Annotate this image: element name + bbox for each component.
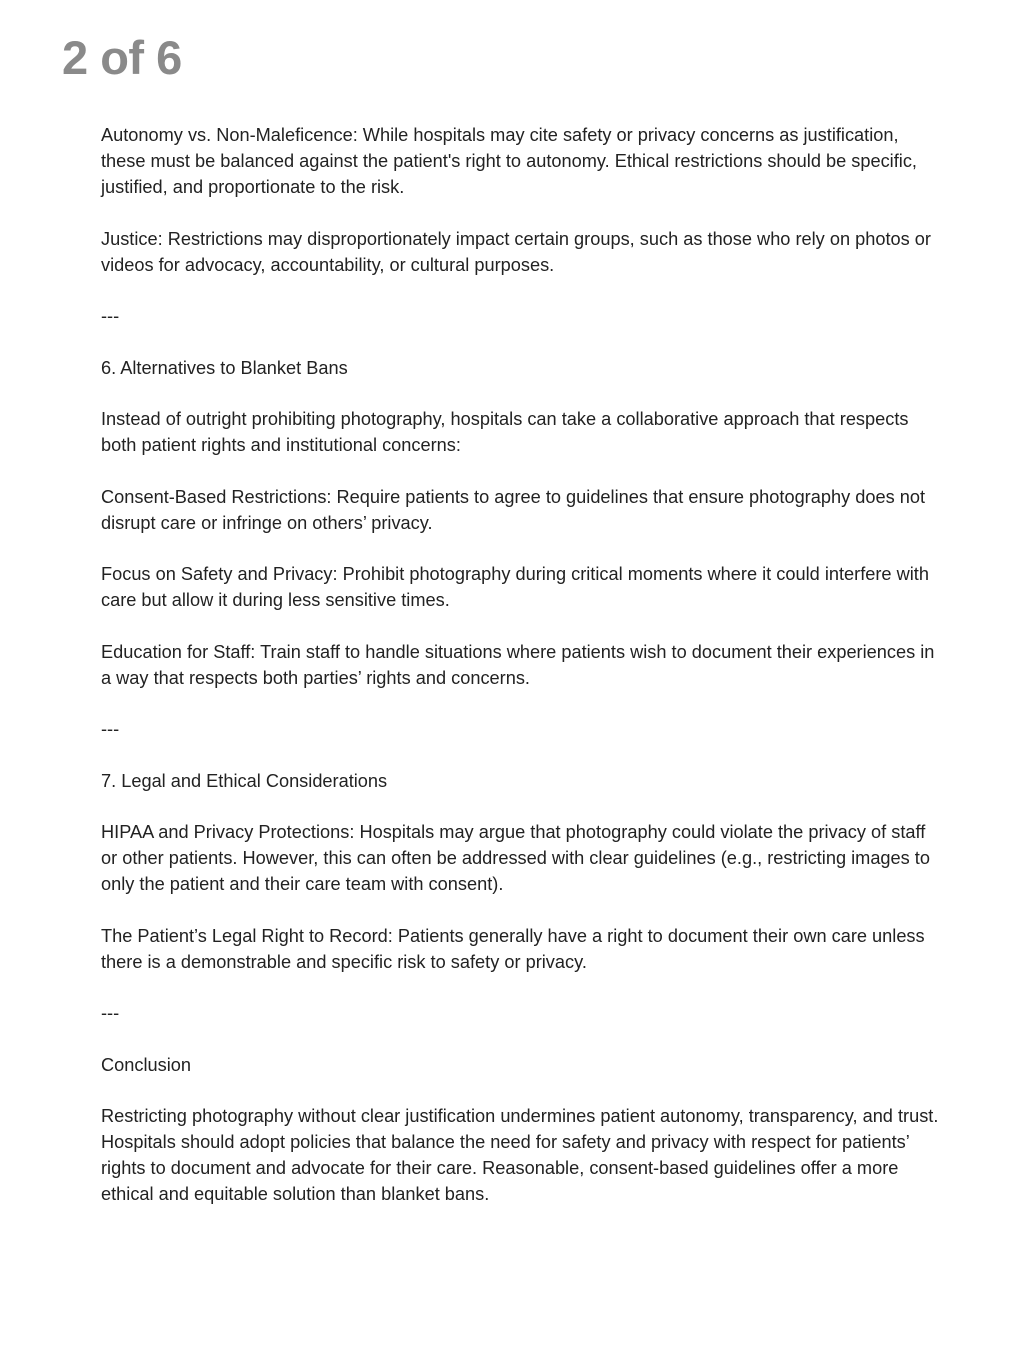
paragraph-consent-based: Consent-Based Restrictions: Require patients to agree to guidelines that ensure photography does not disrupt care or infringe on others’ privacy.	[101, 486, 926, 533]
section-heading-alternatives: 6. Alternatives to Blanket Bans	[101, 357, 348, 378]
section-heading-legal: 7. Legal and Ethical Considerations	[101, 770, 388, 791]
section-heading-conclusion: Conclusion	[101, 1054, 191, 1075]
section-divider: ---	[101, 1003, 120, 1023]
paragraph-safety-privacy: Focus on Safety and Privacy: Prohibit photography during critical moments where it could interfere with care but allow it during less sensitive times.	[101, 564, 929, 610]
paragraph-autonomy: Autonomy vs. Non-Maleficence: While hospitals may cite safety or privacy concerns as justification, these must be balanced against the patient's right to autonomy. Ethical restrictions should be specific, justified, and proportionate to the risk.	[101, 125, 917, 197]
paragraph-conclusion: Restricting photography without clear justification undermines patient autonomy, transparency, and trust. Hospitals should adopt policies that balance the need for safety and privacy with respect for patients’ rights to document and advocate for their care. Reasonable, consent-based guidelines offer a more ethical and equitable solution than blanket bans.	[101, 1106, 939, 1204]
document-body	[101, 122, 941, 1233]
paragraph-right-to-record: The Patient’s Legal Right to Record: Patients generally have a right to document their own care unless there is a demonstrable and specific risk to safety or privacy.	[101, 925, 925, 972]
paragraph-staff-education: Education for Staff: Train staff to handle situations where patients wish to document their experiences in a way that respects both parties’ rights and concerns.	[101, 641, 935, 688]
section-divider: ---	[101, 719, 120, 739]
paragraph-hipaa: HIPAA and Privacy Protections: Hospitals may argue that photography could violate the privacy of staff or other patients. However, this can often be addressed with clear guidelines (e.g., restricting images to only the patient and their care team with consent).	[101, 822, 930, 894]
section-divider: ---	[101, 306, 120, 326]
page-indicator: 2 of 6	[62, 31, 182, 84]
paragraph-justice: Justice: Restrictions may disproportionately impact certain groups, such as those who rely on photos or videos for advocacy, accountability, or cultural purposes.	[101, 228, 931, 275]
paragraph-alternatives-intro: Instead of outright prohibiting photography, hospitals can take a collaborative approach that respects both patient rights and institutional concerns:	[101, 409, 909, 455]
